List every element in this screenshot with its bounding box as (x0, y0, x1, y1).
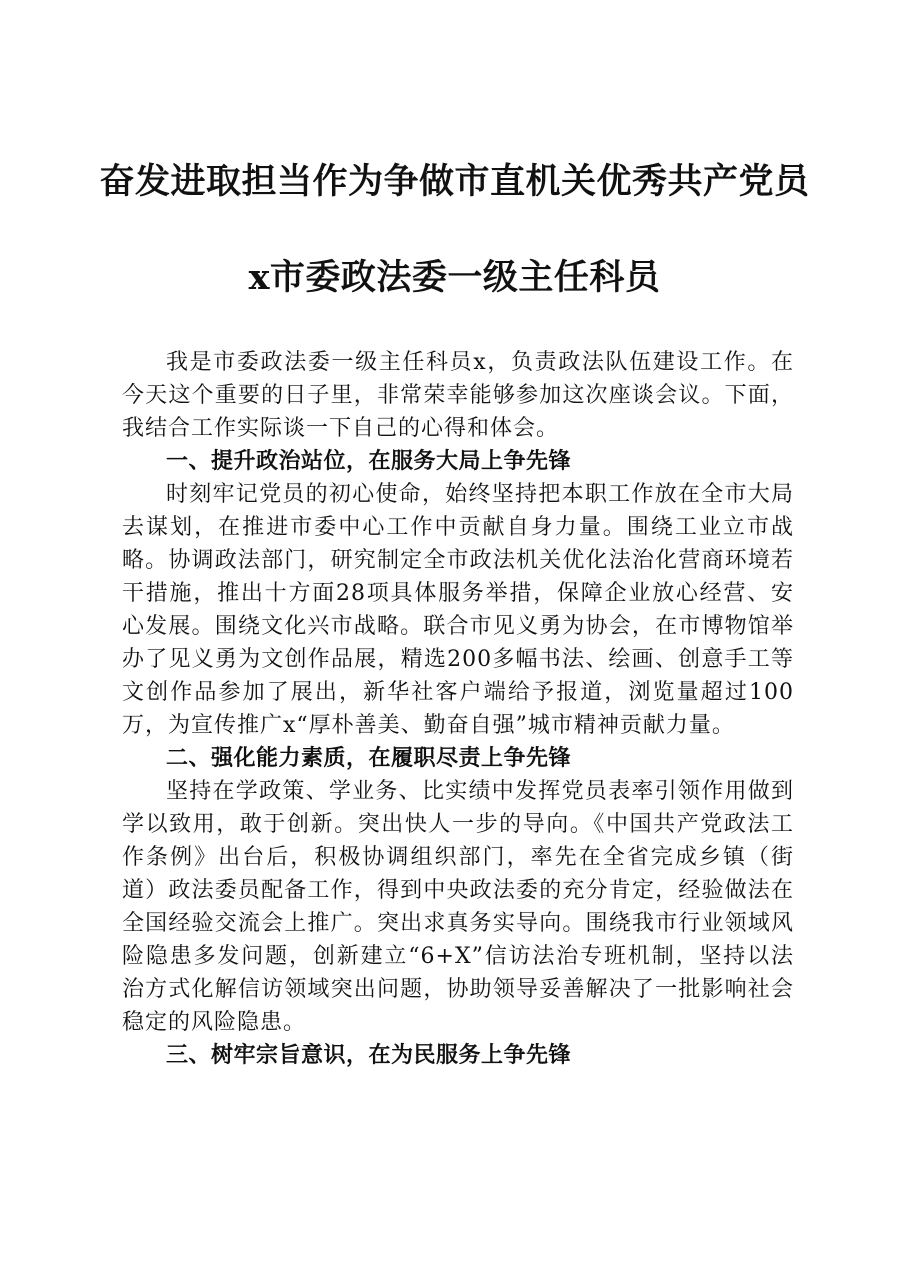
document-title: 奋发进取担当作为争做市直机关优秀共产党员 (99, 161, 810, 202)
section-1-heading: 一、提升政治站位，在服务大局上争先锋 (166, 448, 572, 474)
document-subtitle: x市委政法委一级主任科员 (248, 257, 661, 298)
section-1-paragraph: 时刻牢记党员的初心使命，始终坚持把本职工作放在全市大局去谋划，在推进市委中心工作中贡献自身力量。围绕工业立市战略。协调政法部门，研究制定全市政法机关优化法治化营商环境若干措施，推出十方面28项具体服务举措，保障企业放心经营、安心发展。围绕文化兴市战略。联合市见义勇为协会，在市博物馆举办了见义勇为文创作品展，精选200多幅书法、绘画、创意手工等文创作品参加了展出，新华社客户端给予报道，浏览量超过100万，为宣传推广x“厚朴善美、勤奋自强”城市精神贡献力量。 (122, 482, 794, 738)
section-2-paragraph: 坚持在学政策、学业务、比实绩中发挥党员表率引领作用做到学以致用，敢于创新。突出快人一步的导向。《中国共产党政法工作条例》出台后，积极协调组织部门，率先在全省完成乡镇（街道）政法委员配备工作，得到中央政法委的充分肯定，经验做法在全国经验交流会上推广。突出求真务实导向。围绕我市行业领域风险隐患多发问题，创新建立“6+X”信访法治专班机制，坚持以法治方式化解信访领域突出问题，协助领导妥善解决了一批影响社会稳定的风险隐患。 (122, 779, 794, 1035)
document-body (122, 346, 794, 1072)
section-2-heading: 二、强化能力素质，在履职尽责上争先锋 (166, 745, 572, 771)
section-3-heading: 三、树牢宗旨意识，在为民服务上争先锋 (166, 1042, 572, 1068)
intro-paragraph: 我是市委政法委一级主任科员x，负责政法队伍建设工作。在今天这个重要的日子里，非常荣幸能够参加这次座谈会议。下面，我结合工作实际谈一下自己的心得和体会。 (122, 350, 794, 441)
